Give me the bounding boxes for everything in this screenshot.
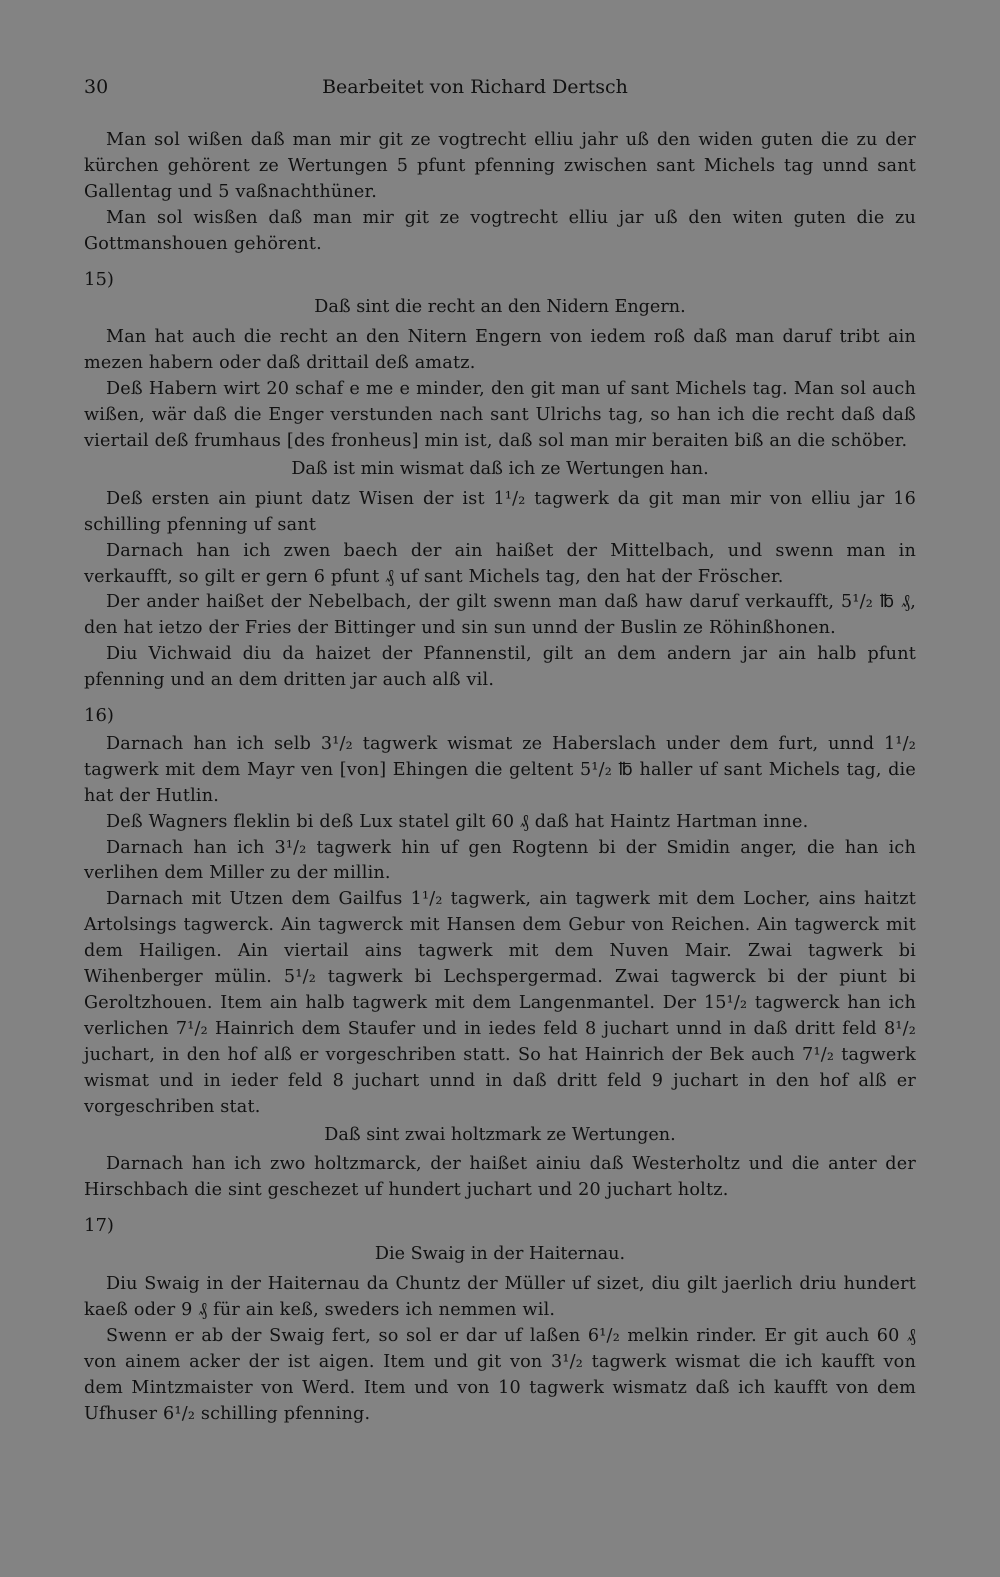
section-number: 16) — [84, 705, 114, 727]
paragraph: Darnach han ich zwen baech der ain haißet der Mittelbach, und swenn man in verkaufft, so gilt er gern 6 pfunt ₰ uf sant Michels tag, den hat der Fröscher. — [84, 540, 916, 587]
paragraph: Deß Wagners fleklin bi deß Lux statel gilt 60 ₰ daß hat Haintz Hartman inne. — [106, 811, 809, 832]
section-heading: Daß sint die recht an den Nidern Engern. — [314, 297, 686, 318]
section-number: 15) — [84, 268, 114, 290]
paragraph: Darnach han ich zwo holtzmarck, der haißet ainiu daß Westerholtz und die anter der Hirschbach die sint geschezet uf hundert juchart und 20 juchart holtz. — [84, 1154, 916, 1201]
paragraph: Diu Vichwaid diu da haizet der Pfannenstil, gilt an dem andern jar ain halb pfunt pfenning und an dem dritten jar auch alß vil. — [84, 644, 916, 691]
paragraph: Deß ersten ain piunt datz Wisen der ist 1¹/₂ tagwerk da git man mir von elliu jar 16 schilling pfenning uf sant — [84, 488, 916, 535]
paragraph: Man hat auch die recht an den Nitern Engern von iedem roß daß man daruf tribt ain mezen habern oder daß drittail deß amatz. — [84, 327, 916, 374]
paragraph: Diu Swaig in der Haiternau da Chuntz der Müller uf sizet, diu gilt jaerlich driu hundert kaeß oder 9 ₰ für ain keß, sweders ich nemmen wil. — [84, 1274, 916, 1320]
section-number: 17) — [84, 1215, 114, 1237]
paragraph: Man sol wißen daß man mir git ze vogtrecht elliu jahr uß den widen guten die zu der kürchen gehörent ze Wertungen 5 pfunt pfenning zwischen sant Michels tag unnd sant Gallentag und 5 vaßnachthüner. — [84, 130, 916, 202]
section-heading: Daß ist min wismat daß ich ze Wertungen han. — [291, 458, 709, 479]
paragraph: Darnach han ich 3¹/₂ tagwerk hin uf gen Rogtenn bi der Smidin anger, die han ich verlihen dem Miller zu der millin. — [84, 837, 916, 884]
paragraph: Man sol wisßen daß man mir git ze vogtrecht elliu jar uß den witen guten die zu Gottmanshouen gehörent. — [84, 207, 916, 254]
running-head: Bearbeitet von Richard Dertsch — [322, 76, 628, 98]
paragraph: Swenn er ab der Swaig fert, so sol er dar uf laßen 6¹/₂ melkin rinder. Er git auch 60 ₰ von ainem acker der ist aigen. Item und git von 3¹/₂ tagwerk wismat die ich kaufft von dem Mintzmaister von Werd. Item und von 10 tagwerk wismatz daß ich kaufft von dem Ufhuser 6¹/₂ schilling pfenning. — [84, 1325, 916, 1424]
section-heading: Die Swaig in der Haiternau. — [374, 1244, 626, 1265]
page-number: 30 — [84, 76, 109, 98]
paragraph: Darnach mit Utzen dem Gailfus 1¹/₂ tagwerk, ain tagwerk mit dem Locher, ains haitzt Artolsings tagwerck. Ain tagwerck mit Hansen dem Gebur von Reichen. Ain tagwerck mit dem Hailigen. Ain viertail ains tagwerk mit dem Nuven Mair. Zwai tagwerk bi Wihenberger mülin. 5¹/₂ tagwerk bi Lechspergermad. Zwai tagwerck bi der piunt bi Geroltzhouen. Item ain halb tagwerk mit dem Langenmantel. Der 15¹/₂ tagwerck han ich verlichen 7¹/₂ Hainrich dem Staufer und in iedes feld 8 juchart unnd in daß dritt feld 8¹/₂ juchart, in den hof alß er vorgeschriben statt. So hat Hainrich der Bek auch 7¹/₂ tagwerk wismat und in ieder feld 8 juchart unnd in daß dritt feld 9 juchart in den hof alß er vorgeschriben stat. — [84, 889, 916, 1117]
paragraph: Darnach han ich selb 3¹/₂ tagwerk wismat ze Haberslach under dem furt, unnd 1¹/₂ tagwerk mit dem Mayr ven [von] Ehingen die geltent 5¹/₂ ℔ haller uf sant Michels tag, die hat der Hutlin. — [84, 733, 916, 806]
paragraph: Deß Habern wirt 20 schaf e me e minder, den git man uf sant Michels tag. Man sol auch wißen, wär daß die Enger verstunden nach sant Ulrichs tag, so han ich die recht daß daß viertail deß frumhaus [des fronheus] min ist, daß sol man mir beraiten biß an die schöber. — [84, 379, 916, 451]
paragraph: Der ander haißet der Nebelbach, der gilt swenn man daß haw daruf verkaufft, 5¹/₂ ℔ ₰, den hat ietzo der Fries der Bittinger und sin sun unnd der Buslin ze Röhinßhonen. — [84, 592, 916, 639]
section-heading: Daß sint zwai holtzmark ze Wertungen. — [324, 1124, 676, 1145]
page-header — [84, 76, 916, 110]
